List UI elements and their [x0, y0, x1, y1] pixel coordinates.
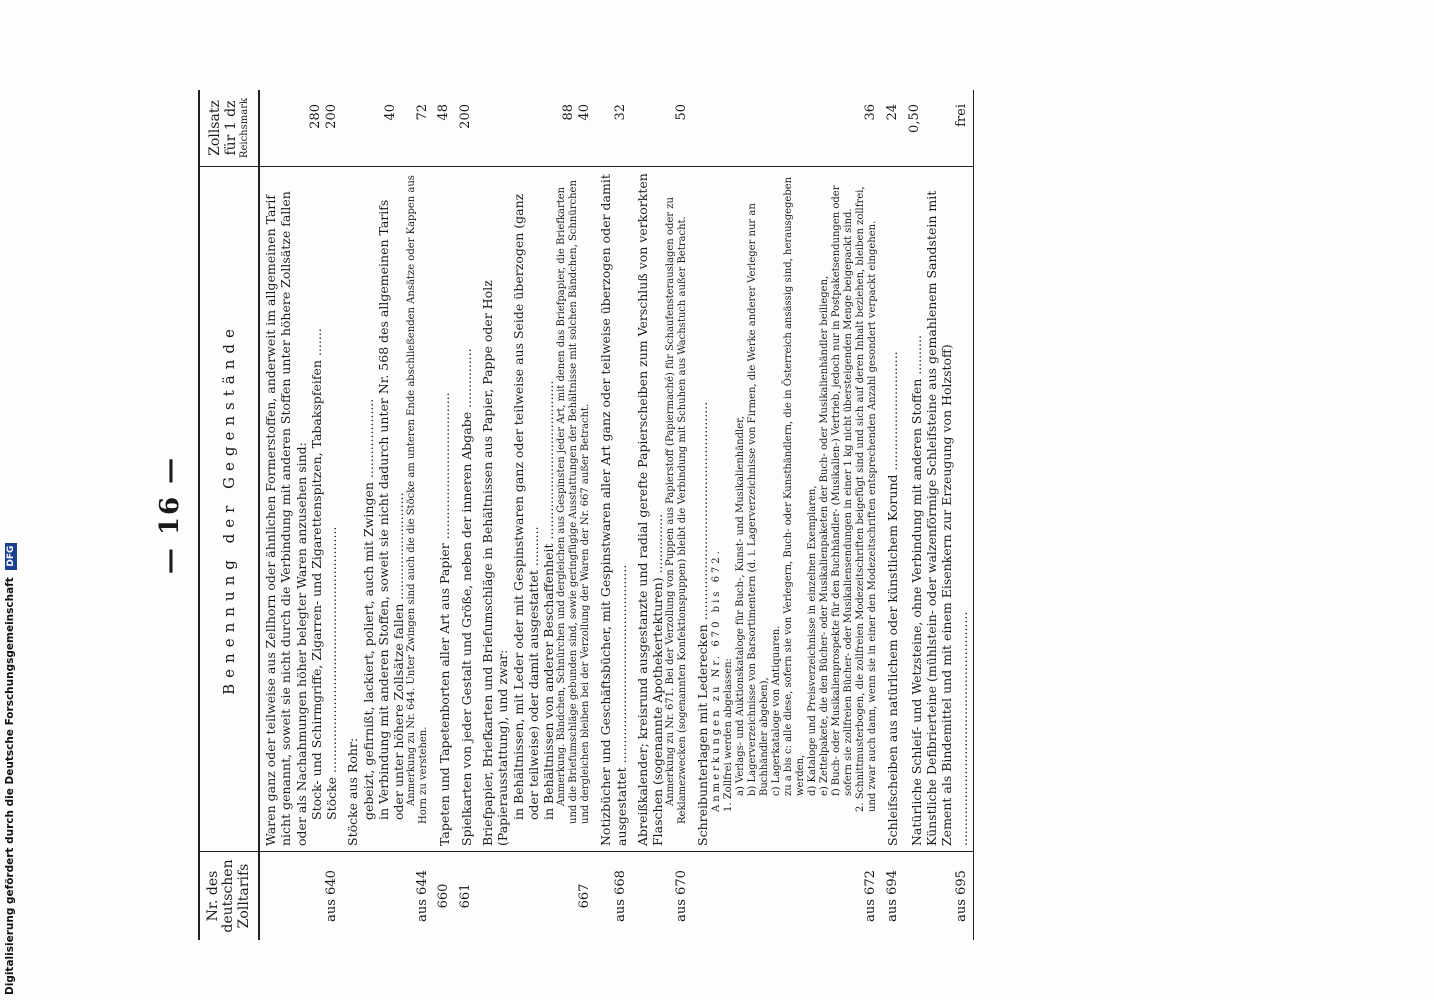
header-duty-rate-label: Zollsatz für 1 dz [207, 100, 239, 156]
table-row [595, 90, 632, 940]
annotation-text: f) Buch- oder Musikalienprospekte für den Buchhändler- (Musikalien-) Vertrieb, jedoch nur in Postpaketsendungen oder sofern sie zollfreien Bücher- oder Musikaliensendungen in einer 1 kg nicht übersteigenden Menge beigepackt sind. [830, 185, 854, 796]
description-text: Abreißkalender; kreisrund ausgestanzte und radial gerefte Papierscheiben zum Verschluß von verkorkten Flaschen (sogenannte Apothekertekturen) ............... [634, 173, 666, 846]
table-row [632, 90, 693, 940]
tariff-number: aus 694 [882, 852, 904, 941]
annotation-text: e) Zettelpakete, die den Bücher- oder Musikalienpaketen der Buch- oder Musikalienhändler beiliegen, [818, 275, 830, 796]
table-row [259, 90, 342, 940]
item-description [692, 167, 881, 852]
description-text: Stock- und Schirmgriffe, Zigarren- und Zigarettenspitzen, Tabakspfeifen ....... [308, 328, 324, 820]
item-description [882, 167, 904, 852]
annotation-text: 1. Zollfrei werden abgelassen: [722, 658, 734, 812]
item-description [632, 167, 693, 852]
tariff-number: aus 668 [595, 852, 632, 941]
tariff-number: aus 644 [342, 852, 433, 941]
tariff-number: aus 640 [259, 852, 342, 941]
table-row [692, 90, 881, 940]
tariff-number: 667 [477, 852, 595, 941]
item-description [342, 167, 433, 852]
header-description: Benennung der Gegenstände [199, 167, 259, 852]
table-header-row [199, 90, 259, 940]
tariff-number: 661 [455, 852, 477, 941]
description-text: in Verbindung mit anderen Stoffen, soweit sie nicht dadurch unter Nr. 568 des allgemeinen Tarifs oder unter höhere Zollsätze fallen ........................... [375, 199, 407, 820]
dfg-logo: DFG [5, 543, 17, 570]
item-description [259, 167, 342, 852]
header-duty-rate [199, 90, 259, 167]
duty-rate: 36 [692, 90, 881, 167]
table-row [433, 90, 455, 940]
table-row [904, 90, 974, 940]
description-text: gebeizt, gefirnißt, lackiert, poliert, auch mit Zwingen .................... [360, 398, 376, 820]
description-text: Waren ganz oder teilweise aus Zellhorn oder ähnlichen Formerstoffen, anderweit im allgemeinen Tarif nicht genannt, soweit sie nicht durch die Verbindung mit anderen Stoffen unter höhere Zollsätze fallen oder als Nachahmungen höher belegter Waren anzusehen sind: [263, 191, 309, 846]
description-text: Spielkarten von jeder Gestalt und Größe, neben der inneren Abgabe ............... [458, 348, 474, 846]
annotation-text: zu a bis c: alle diese, sofern sie von Verlegern, Buch- oder Kunsthändlern, die in Österreich ansässig sind, herausgegeben werden, [782, 176, 806, 796]
item-description [433, 167, 455, 852]
duty-rate: 32 [595, 90, 632, 167]
item-description [904, 167, 974, 852]
description-text: Stöcke aus Rohr: [345, 737, 361, 846]
annotation-text: Anmerkung zu Nr. 644. Unter Zwingen sind auch die die Stöcke am unteren Ende abschließenden Ansätze oder Kappen aus Horn zu verstehen. [406, 175, 430, 824]
table-row [455, 90, 477, 940]
description-text: in Behältnissen von anderer Beschaffenheit ........................................ [541, 380, 557, 820]
annotation-text: Anmerkung zu Nr. 671. Bei der Verzollung von Puppen aus Papierstoff (Papiermaché) für Schaufensterauslagen oder zu Reklamezwecken (sogenannten Konfektionspuppen) bleibt die Verbindung mit Schuhen aus Wachstuch außer Betracht. [665, 197, 689, 824]
annotation-text: 2. Schnittmusterbogen, die zollfreien Modezeitschriften beigefügt sind und sich auf deren Inhalt beziehen, bleiben zollfrei, und zwar auch dann, wenn sie in einer den Modezeitschriften entsprechenden Anzahl gesondert verpackt eingehen. [854, 186, 878, 812]
footer-text: Digitalisierung gefördert durch die Deutsche Forschungsgemeinschaft [4, 577, 16, 995]
duty-rate: 40 72 [342, 90, 433, 167]
tariff-number: aus 672 [692, 852, 881, 941]
description-text: Natürliche Schleif- und Wetzsteine, ohne Verbindung mit anderen Stoffen .......... [908, 334, 924, 846]
table-row [477, 90, 595, 940]
table-row [342, 90, 433, 940]
description-text: Künstliche Defibrierteine (mühlstein- oder walzenförmige Schleifsteine aus gemahlenem Sandstein mit Zement als Bindemittel und mit einem Eisenkern zur Erzeugung von Holzstoff) ........................................................... [924, 190, 970, 846]
description-text: Briefpapier, Briefkarten und Briefumschläge in Behältnissen aus Papier, Pappe oder Holz (Papierausstattung), und zwar: [480, 280, 511, 846]
annotation-text: a) Verlags- und Auktionskataloge für Buch-, Kunst- und Musikalienhändler, [734, 416, 746, 796]
description-text: Schleifscheiben aus natürlichem oder künstlichem Korund .............................. [885, 351, 901, 846]
tariff-number: 660 [433, 852, 455, 941]
annotation-text: d) Kataloge und Preisverzeichnisse in einzelnen Exemplaren, [806, 485, 818, 796]
duty-rate: 88 40 [477, 90, 595, 167]
annotation-text: Anmerkungen zu Nr. 670 bis 672. [710, 548, 722, 812]
tariff-table [198, 90, 974, 940]
item-description [595, 167, 632, 852]
duty-rate: 24 [882, 90, 904, 167]
document-page [150, 90, 1350, 940]
page-number: — 16 — [155, 455, 185, 575]
description-text: Tapeten und Tapetenborten aller Art aus Papier ..................................... [437, 392, 453, 846]
description-text: Schreibunterlagen mit Lederecken ....................................................... [695, 401, 711, 846]
header-currency-unit: Reichsmark [238, 97, 250, 159]
description-text: Stöcke .............................................................. [324, 526, 340, 820]
description-text: Notizbücher und Geschäftsbücher, mit Gespinstwaren aller Art ganz oder teilweise überzogen oder damit ausgestattet .................................................. [598, 174, 629, 846]
duty-rate: 48 [433, 90, 455, 167]
digitization-footer [4, 543, 17, 995]
duty-rate: 50 [632, 90, 693, 167]
table-body [259, 90, 973, 940]
annotation-text: b) Lagerverzeichnisse von Barsortimentern (d. i. Lagerverzeichnisse von Firmen, die Werke anderer Verleger nur an Buchhändler abgeben), [746, 203, 770, 796]
item-description [455, 167, 477, 852]
duty-rate: 0,50 frei [904, 90, 974, 167]
header-tariff-number: Nr. des deutschen Zolltarifs [199, 852, 259, 941]
description-text: in Behältnissen, mit Leder oder mit Gespinstwaren ganz oder teilweise aus Seide überzogen (ganz oder teilweise) oder damit ausgestattet .......... [510, 193, 541, 820]
tariff-number: aus 670 [632, 852, 693, 941]
duty-rate: 280 200 [259, 90, 342, 167]
annotation-text: Anmerkung. Bändchen, Schnürchen und dergleichen aus Gespinsten jeder Art, mit denen das Briefpapier, die Briefkarten und die Briefumschläge gebunden sind, sowie geringfügige Ausstattungen der Behältnisse mit solchen Bändchen, Schnürchen und dergleichen bleiben bei der Verzollung der Waren der Nr. 667 außer Betracht. [556, 180, 592, 824]
duty-rate: 200 [455, 90, 477, 167]
item-description [477, 167, 595, 852]
tariff-number: aus 695 [904, 852, 974, 941]
table-row [882, 90, 904, 940]
annotation-text: c) Lagerkataloge von Antiquaren. [770, 625, 782, 796]
